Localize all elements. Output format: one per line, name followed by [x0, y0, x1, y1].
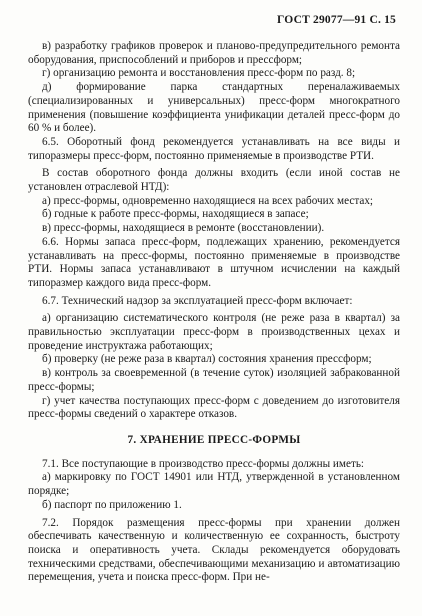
paragraph: б) проверку (не реже раза в квартал) состояния хранения прессформ; — [42, 353, 372, 366]
paragraph: г) организацию ремонта и восстановления пресс-форм по разд. 8; — [42, 67, 356, 80]
paragraph: 6.5. Оборотный фонд рекомендуется устанавливать на все виды и типоразмеры пресс-форм, постоянно применяемые в производстве РТИ. — [28, 135, 400, 162]
paragraph: д) формирование парка стандартных переналаживаемых (специализированных и универсальных) пресс-форм многократного применения (повышение коэффициента унификации деталей пресс-форм до 60 % и более). — [28, 81, 400, 135]
paragraph: В состав оборотного фонда должны входить (если иной состав не установлен отраслевой НТД): — [28, 167, 400, 194]
paragraph: 6.6. Нормы запаса пресс-форм, подлежащих хранению, рекомендуется устанавливать на пресс-формы, постоянно применяемые в производстве РТИ. Нормы запаса устанавливают в штучном исчислении на каждый типоразмер каждого вида пресс-форм. — [28, 235, 400, 289]
paragraph: 6.7. Технический надзор за эксплуатацией пресс-форм включает: — [42, 294, 353, 307]
paragraph: 7.1. Все поступающие в производство пресс-формы должны иметь: — [42, 457, 365, 470]
paragraph: в) контроль за своевременной (в течение суток) изоляцией забракованной пресс-формы; — [28, 367, 400, 393]
paragraph: а) пресс-формы, одновременно находящиеся на всех рабочих местах; — [42, 194, 374, 207]
page-content — [28, 40, 400, 585]
page-header: ГОСТ 29077—91 С. 15 — [277, 14, 396, 26]
section-title: 7. ХРАНЕНИЕ ПРЕСС-ФОРМЫ — [127, 433, 301, 446]
paragraph: б) паспорт по приложению 1. — [42, 498, 182, 511]
paragraph: г) учет качества поступающих пресс-форм с доведением до изготовителя пресс-формы сведений о характере отказов. — [28, 394, 400, 421]
paragraph: а) организацию систематического контроля (не реже раза в квартал) за правильностью эксплуатации пресс-форм в производственных цехах и проведение инструктажа работающих; — [28, 312, 400, 352]
paragraph: 7.2. Порядок размещения пресс-формы при хранении должен обеспечивать качественную и количественную ее сохранность, быстроту поиска и оперативность учета. Склады рекомендуется оборудовать техническими средствами, обеспечивающими механизацию и автоматизацию перемещения, учета и поиска пресс-форм. При не- — [28, 516, 400, 584]
paragraph: а) маркировку по ГОСТ 14901 или НТД, утвержденной в установленном порядке; — [28, 471, 400, 498]
paragraph: б) годные к работе пресс-формы, находящиеся в запасе; — [42, 208, 309, 221]
paragraph: в) разработку графиков проверок и планово-предупредительного ремонта оборудования, приспособлений и приборов и прессформ; — [28, 40, 400, 66]
paragraph: в) пресс-формы, находящиеся в ремонте (восстановлении). — [42, 222, 325, 235]
